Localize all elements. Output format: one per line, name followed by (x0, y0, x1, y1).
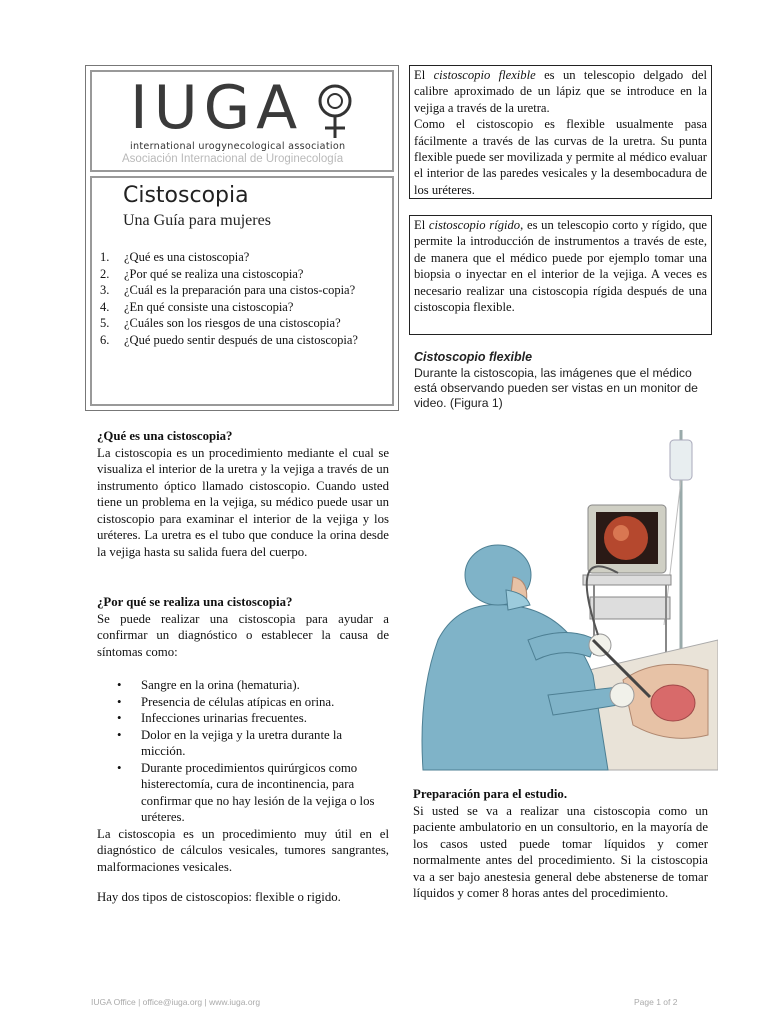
toc-item: 2. ¿Por qué se realiza una cistoscopia? (100, 266, 304, 281)
list-item: • Presencia de células atípicas en orina. (97, 694, 389, 711)
section-body: La cistoscopia es un procedimiento mediante el cual se visualiza el interior de la uretra y la vejiga a través de un instrumento óptico llamado cistoscopio. Cuando usted tiene un problema en la vejiga, su médico puede usar un cistoscopio para examinar el interior de la vejiga y los uréteres. La uretra es el tubo que conduce la orina desde la vejiga hasta su salida fuera del cuerpo. (97, 445, 389, 559)
section-after: La cistoscopia es un procedimiento muy útil en el diagnóstico de cálculos vesicales, tumores sangrantes, malformaciones vesicales. (97, 826, 389, 874)
list-item: • Dolor en la vejiga y la uretra durante la micción. (97, 727, 389, 760)
toc-item: 3. ¿Cuál es la preparación para una cistos-copia? (100, 283, 356, 297)
flexible-cystoscope-box: El cistoscopio flexible es un telescopio delgado del calibre aproximado de un lápiz que se introduce en la vejiga a través de la uretra. Como el cistoscopio es flexible usualmente pasa fácilmente a través de las curvas de la uretra. Su punta flexible puede ser movilizada y permite al médico evaluar el interior de las paredes vesicales y la desembocadura de los uréteres. (409, 65, 712, 199)
cystoscopy-illustration (418, 425, 718, 780)
section-heading: Preparación para el estudio. (413, 787, 568, 801)
page-number: Page 1 of 2 (634, 997, 678, 1007)
list-item: • Infecciones urinarias frecuentes. (97, 710, 389, 727)
section-heading: ¿Por qué se realiza una cistoscopia? (97, 595, 293, 609)
logo-subtitle-es: Asociación Internacional de Uroginecología (122, 153, 344, 165)
rigid-cystoscope-box: El cistoscopio rígido, es un telescopio corto y rígido, que permite la introducción de instrumentos a través de este, de manera que el médico puede por ejemplo tomar una biopsia o inyectar en el interior de la vejiga. A veces es necesario realizar una cistoscopia rígida después de una cistoscopia flexible. (409, 215, 712, 335)
page-title: Cistoscopia (123, 183, 249, 208)
female-symbol-icon (312, 82, 358, 140)
list-item: • Durante procedimientos quirúrgicos como histerectomía, cura de incontinencia, para confirmar que no hay lesión de la vejiga o los uréteres. (97, 760, 389, 826)
toc-item: 1. ¿Qué es una cistoscopia? (100, 250, 250, 264)
page-subtitle: Una Guía para mujeres (123, 212, 271, 229)
section-heading: ¿Qué es una cistoscopia? (97, 429, 233, 443)
toc-item: 6. ¿Qué puedo sentir después de una cistoscopia? (100, 332, 358, 347)
table-of-contents (100, 249, 385, 348)
cystoscope-types-note: Hay dos tipos de cistoscopios: flexible o rigido. (97, 890, 341, 904)
section-what-is (97, 428, 389, 560)
toc-item: 4. ¿En qué consiste una cistoscopia? (100, 299, 294, 314)
section-body: Si usted se va a realizar una cistoscopia como un paciente ambulatorio en un consultorio, en la mayoría de los casos usted puede tomar líquidos y comer normalmente antes del procedimiento. Si la cistoscopia va a ser bajo anestesia general debe abstenerse de tomar líquidos y comer 8 horas antes del procedimiento. (413, 803, 708, 900)
logo-subtitle: international urogynecological association (130, 141, 346, 152)
logo-wordmark: IUGA (130, 73, 304, 143)
footer-contact: IUGA Office | office@iuga.org | www.iuga.org (91, 997, 261, 1007)
section-why (97, 594, 389, 906)
section-preparation (413, 786, 708, 902)
section-intro: Se puede realizar una cistoscopia para ayudar a confirmar un diagnóstico o establecer la causa de síntomas como: (97, 611, 389, 659)
figure-caption-title: Cistoscopio flexible (414, 350, 533, 364)
figure-caption-text: Durante la cistoscopia, las imágenes que el médico está observando pueden ser vistas en un monitor de video. (Figura 1) (414, 366, 698, 410)
list-item: • Sangre en la orina (hematuria). (97, 677, 389, 694)
symptom-list (97, 677, 389, 826)
toc-item: 5. ¿Cuáles son los riesgos de una cistoscopia? (100, 316, 341, 330)
